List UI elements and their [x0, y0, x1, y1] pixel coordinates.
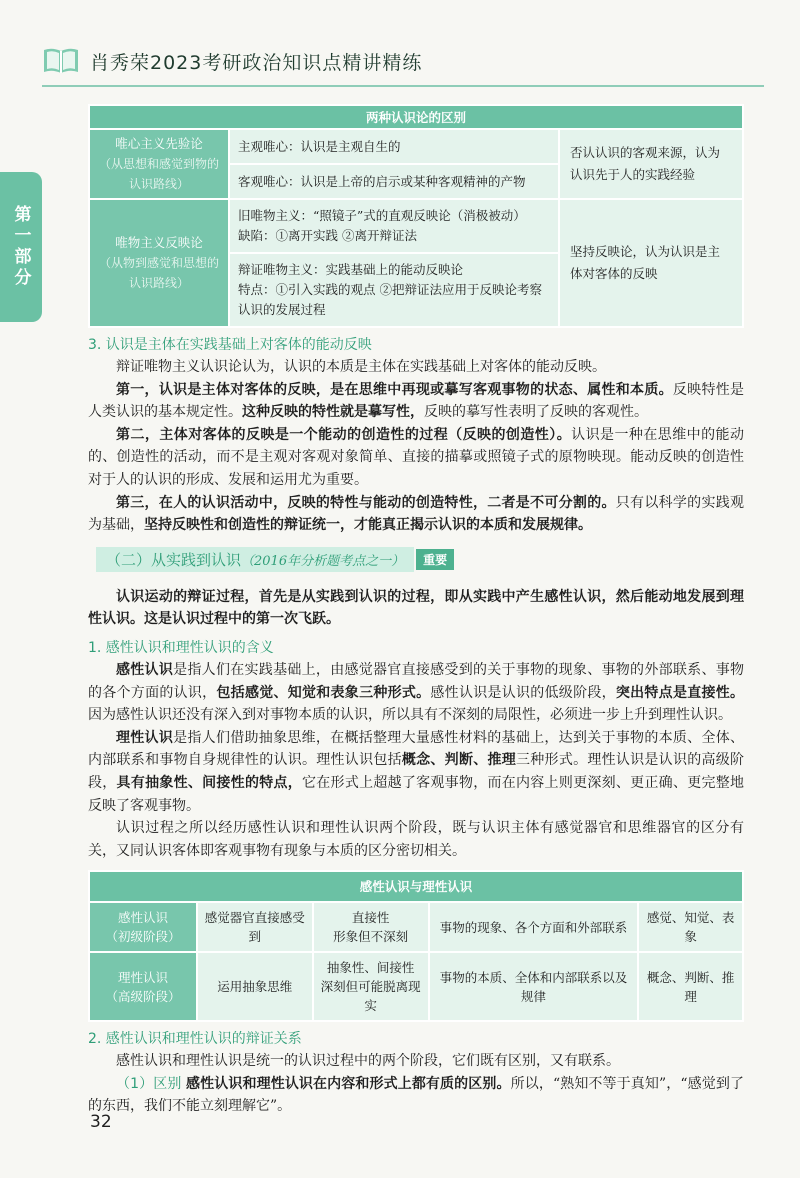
header-divider [42, 85, 764, 87]
paragraph: 辩证唯物主义认识论认为，认识的本质是主体在实践基础上对客体的能动反映。 [116, 359, 606, 375]
paragraph: 第二，主体对客体的反映是一个能动的创造性的过程（反映的创造性）。认识是一种在思维中的能动的、创造性的活动，而不是主观对客观对象简单、直接的描摹或照镜子式的原物映现。能动反映的创造性对于人的认识的形成、发展和运用尤为重要。 [88, 426, 745, 488]
perceptual-rational-table [88, 870, 744, 1022]
paragraph: 感性认识和理性认识是统一的认识过程中的两个阶段，它们既有区别，又有联系。 [116, 1053, 620, 1070]
table-row: 理性认识 （高级阶段） 运用抽象思维 抽象性、间接性 深刻但可能脱离现实 事物的本质、全体和内部联系以及规律 概念、判断、推理 [89, 952, 743, 1021]
epistemology-comparison-table [88, 104, 744, 328]
section-b1-heading: 1. 感性认识和理性认识的含义 [88, 639, 274, 656]
table-caption: 感性认识与理性认识 [89, 871, 743, 902]
paragraph: 第三，在人的认识活动中，反映的特性与能动的创造特性，二者是不可分割的。只有以科学的实践观为基础，坚持反映性和创造性的辩证统一，才能真正揭示认识的本质和发展规律。 [88, 494, 744, 534]
section-b2-heading: 2. 感性认识和理性认识的辩证关系 [88, 1031, 302, 1048]
materialism-summary-cell: 坚持反映论，认为认识是主体对客体的反映 [559, 199, 743, 327]
paragraph: 理性认识是指人们借助抽象思维，在概括整理大量感性材料的基础上，达到关于事物的本质、全体、内部联系和事物自身规律性的认识。理性认识包括概念、判断、推理三种形式。理性认识是认识的高级阶段，具有抽象性、间接性的特点，它在形式上超越了客观事物，而在内容上则更深刻、更正确、更完整地反映了客观事物。 [88, 729, 745, 814]
paragraph: （1）区别 感性认识和理性认识在内容和形式上都有质的区别。所以，“熟知不等于真知”，“感觉到了的东西，我们不能立刻理解它”。 [88, 1075, 744, 1115]
objective-idealism-cell: 客观唯心：认识是上帝的启示或某种客观精神的产物 [229, 164, 559, 199]
paragraph: 认识运动的辩证过程，首先是从实践到认识的过程，即从实践中产生感性认识，然后能动地发展到理性认识。这是认识过程中的第一次飞跃。 [88, 588, 744, 628]
paragraph: 感性认识是指人们在实践基础上，由感觉器官直接感受到的关于事物的现象、事物的外部联系、事物的各个方面的认识，包括感觉、知觉和表象三种形式。感性认识是认识的低级阶段，突出特点是直接性。因为感性认识还没有深入到对事物本质的认识，所以具有不深刻的局限性，必须进一步上升到理性认识。 [88, 661, 745, 724]
paragraph: 第一，认识是主体对客体的反映，是在思维中再现或摹写客观事物的状态、属性和本质。反映特性是人类认识的基本规定性。这种反映的特性就是摹写性，反映的摹写性表明了反映的客观性。 [88, 381, 745, 421]
book-title: 肖秀荣2023考研政治知识点精讲精练 [90, 51, 423, 74]
subjective-idealism-cell: 主观唯心：认识是主观自生的 [229, 129, 559, 164]
page-content [88, 104, 744, 1118]
table-caption: 两种认识论的区别 [89, 105, 743, 129]
page-header [42, 40, 762, 82]
idealism-summary-cell: 否认认识的客观来源，认为认识先于人的实践经验 [559, 129, 743, 199]
section-3-heading: 3. 认识是主体在实践基础上对客体的能动反映 [88, 337, 372, 353]
page-number: 32 [90, 1112, 112, 1132]
row-header-idealism: 唯心主义先验论 （从思想和感觉到物的认识路线） [89, 129, 229, 199]
old-materialism-cell: 旧唯物主义：“照镜子”式的直观反映论（消极被动） 缺陷：①离开实践 ②离开辩证法 [229, 199, 559, 253]
dialectical-materialism-cell: 辩证唯物主义：实践基础上的能动反映论 特点：①引入实践的观点 ②把辩证法应用于反映论考察认识的发展过程 [229, 253, 559, 327]
section-b-heading: （二）从实践到认识（2016年分析题考点之一） 重要 [96, 547, 744, 572]
row-header-materialism: 唯物主义反映论 （从物到感觉和思想的认识路线） [89, 199, 229, 327]
table-row: 感性认识 （初级阶段） 感觉器官直接感受到 直接性 形象但不深刻 事物的现象、各个方面和外部联系 感觉、知觉、表象 [89, 902, 743, 952]
important-badge: 重要 [416, 549, 454, 570]
paragraph: 认识过程之所以经历感性认识和理性认识两个阶段，既与认识主体有感觉器官和思维器官的区分有关，又同认识客体即客观事物有现象与本质的区分密切相关。 [88, 820, 744, 859]
part-side-tab: 第一部分 [0, 172, 42, 322]
open-book-icon [42, 46, 80, 76]
